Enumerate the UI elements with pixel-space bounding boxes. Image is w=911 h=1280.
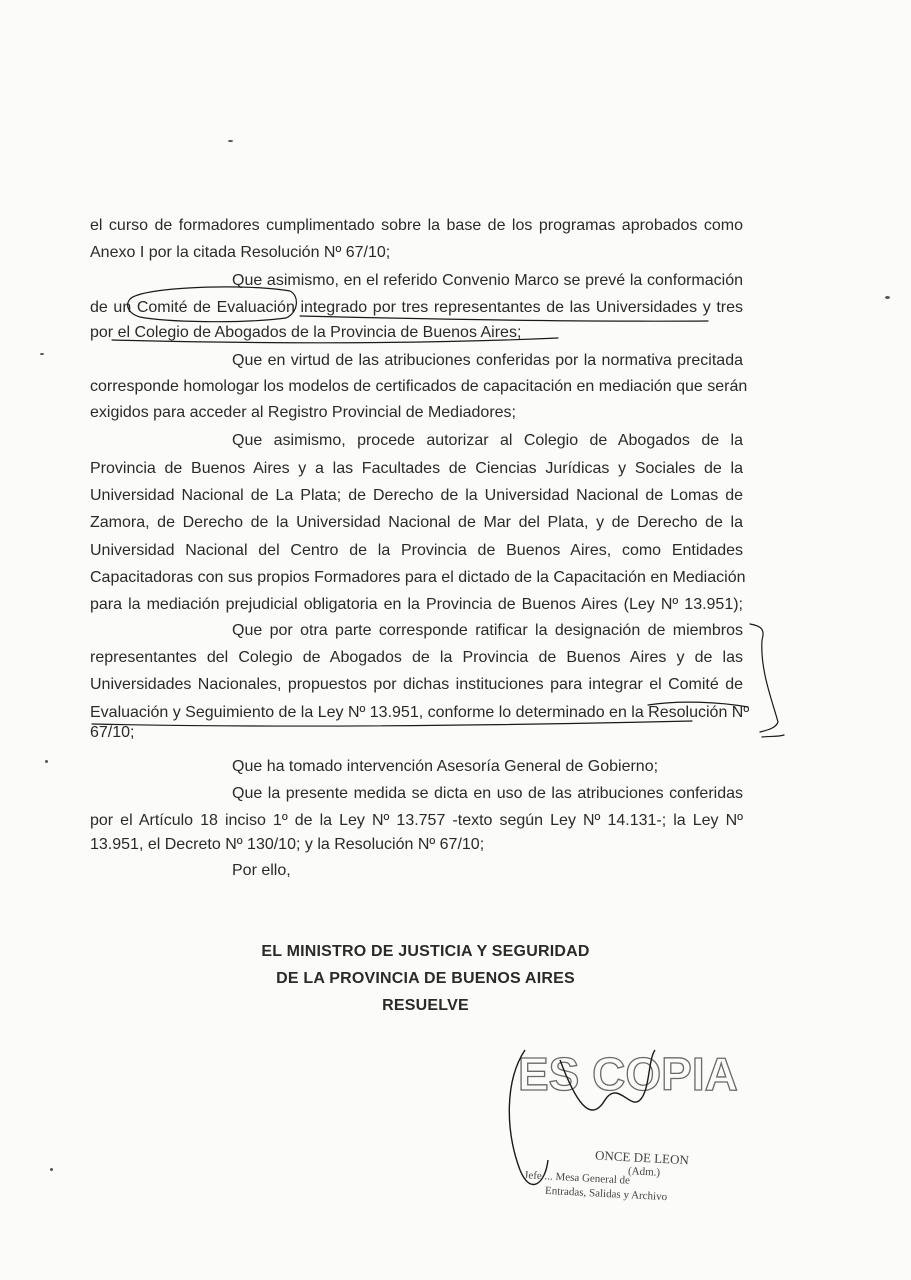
text-line: Por ello, (232, 862, 291, 879)
text-line: 13.951, el Decreto Nº 130/10; y la Resolución Nº 67/10; (90, 836, 485, 853)
text-line: representantes del Colegio de Abogados de la Provincia de Buenos Aires y de las (90, 649, 743, 666)
text-line: exigidos para acceder al Registro Provincial de Mediadores; (90, 404, 516, 421)
resolution-heading-line: EL MINISTRO DE JUSTICIA Y SEGURIDAD (261, 943, 590, 960)
stamp-line: (Adm.) (627, 1165, 661, 1179)
text-line: Que en virtud de las atribuciones conferidas por la normativa precitada (232, 352, 743, 369)
text-line: corresponde homologar los modelos de certificados de capacitación en mediación que serán (90, 378, 748, 395)
scan-speck (40, 353, 44, 355)
resolution-heading-line: DE LA PROVINCIA DE BUENOS AIRES (276, 970, 575, 987)
pen-underline (300, 316, 708, 321)
text-line: por el Artículo 18 inciso 1º de la Ley Nº 13.757 -texto según Ley Nº 14.131-; la Ley Nº (90, 812, 743, 829)
pen-bracket (762, 735, 784, 737)
text-line: Que por otra parte corresponde ratificar la designación de miembros (232, 622, 743, 639)
scan-speck (228, 140, 233, 142)
stamp-line: ONCE DE LEON (594, 1147, 690, 1168)
text-line: Anexo I por la citada Resolución Nº 67/10; (90, 244, 391, 261)
text-line: Que ha tomado intervención Asesoría General de Gobierno; (232, 758, 659, 775)
text-line: por el Colegio de Abogados de la Provincia de Buenos Aires; (90, 324, 522, 341)
text-line: Provincia de Buenos Aires y a las Facultades de Ciencias Jurídicas y Sociales de la (90, 460, 743, 477)
pen-underline (112, 338, 558, 343)
pen-underline (648, 702, 748, 707)
text-line: para la mediación prejudicial obligatoria en la Provincia de Buenos Aires (Ley Nº 13.951); (90, 596, 743, 613)
text-line: Universidad Nacional del Centro de la Provincia de Buenos Aires, como Entidades (90, 542, 743, 559)
text-line: Que asimismo, en el referido Convenio Marco se prevé la conformación (232, 272, 743, 289)
scan-speck (885, 296, 890, 299)
text-line: Zamora, de Derecho de la Universidad Nacional de Mar del Plata, y de Derecho de la (90, 514, 743, 531)
pen-underline (92, 721, 692, 726)
text-line: Que asimismo, procede autorizar al Colegio de Abogados de la (232, 432, 743, 449)
text-line: 67/10; (90, 724, 135, 741)
stamp-line: Entradas, Salidas y Archivo (544, 1184, 668, 1204)
text-line: Universidad Nacional de La Plata; de Derecho de la Universidad Nacional de Lomas de (90, 487, 743, 504)
text-line: Evaluación y Seguimiento de la Ley Nº 13.951, conforme lo determinado en la Resolución Nº (90, 704, 750, 721)
text-line: de un Comité de Evaluación integrado por tres representantes de las Universidades y tres (90, 299, 743, 316)
scan-speck (45, 760, 48, 763)
pen-bracket (750, 624, 778, 732)
stamp-line: Jefe ... Mesa General de (523, 1169, 631, 1187)
pen-circle (128, 287, 297, 322)
scan-speck (50, 1168, 53, 1171)
stamp-title: ES COPIA (518, 1048, 738, 1100)
text-line: Que la presente medida se dicta en uso de las atribuciones conferidas (232, 785, 743, 802)
resolution-heading-line: RESUELVE (382, 997, 469, 1014)
text-line: el curso de formadores cumplimentado sobre la base de los programas aprobados como (90, 217, 743, 234)
text-line: Universidades Nacionales, propuestos por dichas instituciones para integrar el Comité de (90, 676, 743, 693)
text-line: Capacitadoras con sus propios Formadores para el dictado de la Capacitación en Mediación (90, 569, 746, 586)
